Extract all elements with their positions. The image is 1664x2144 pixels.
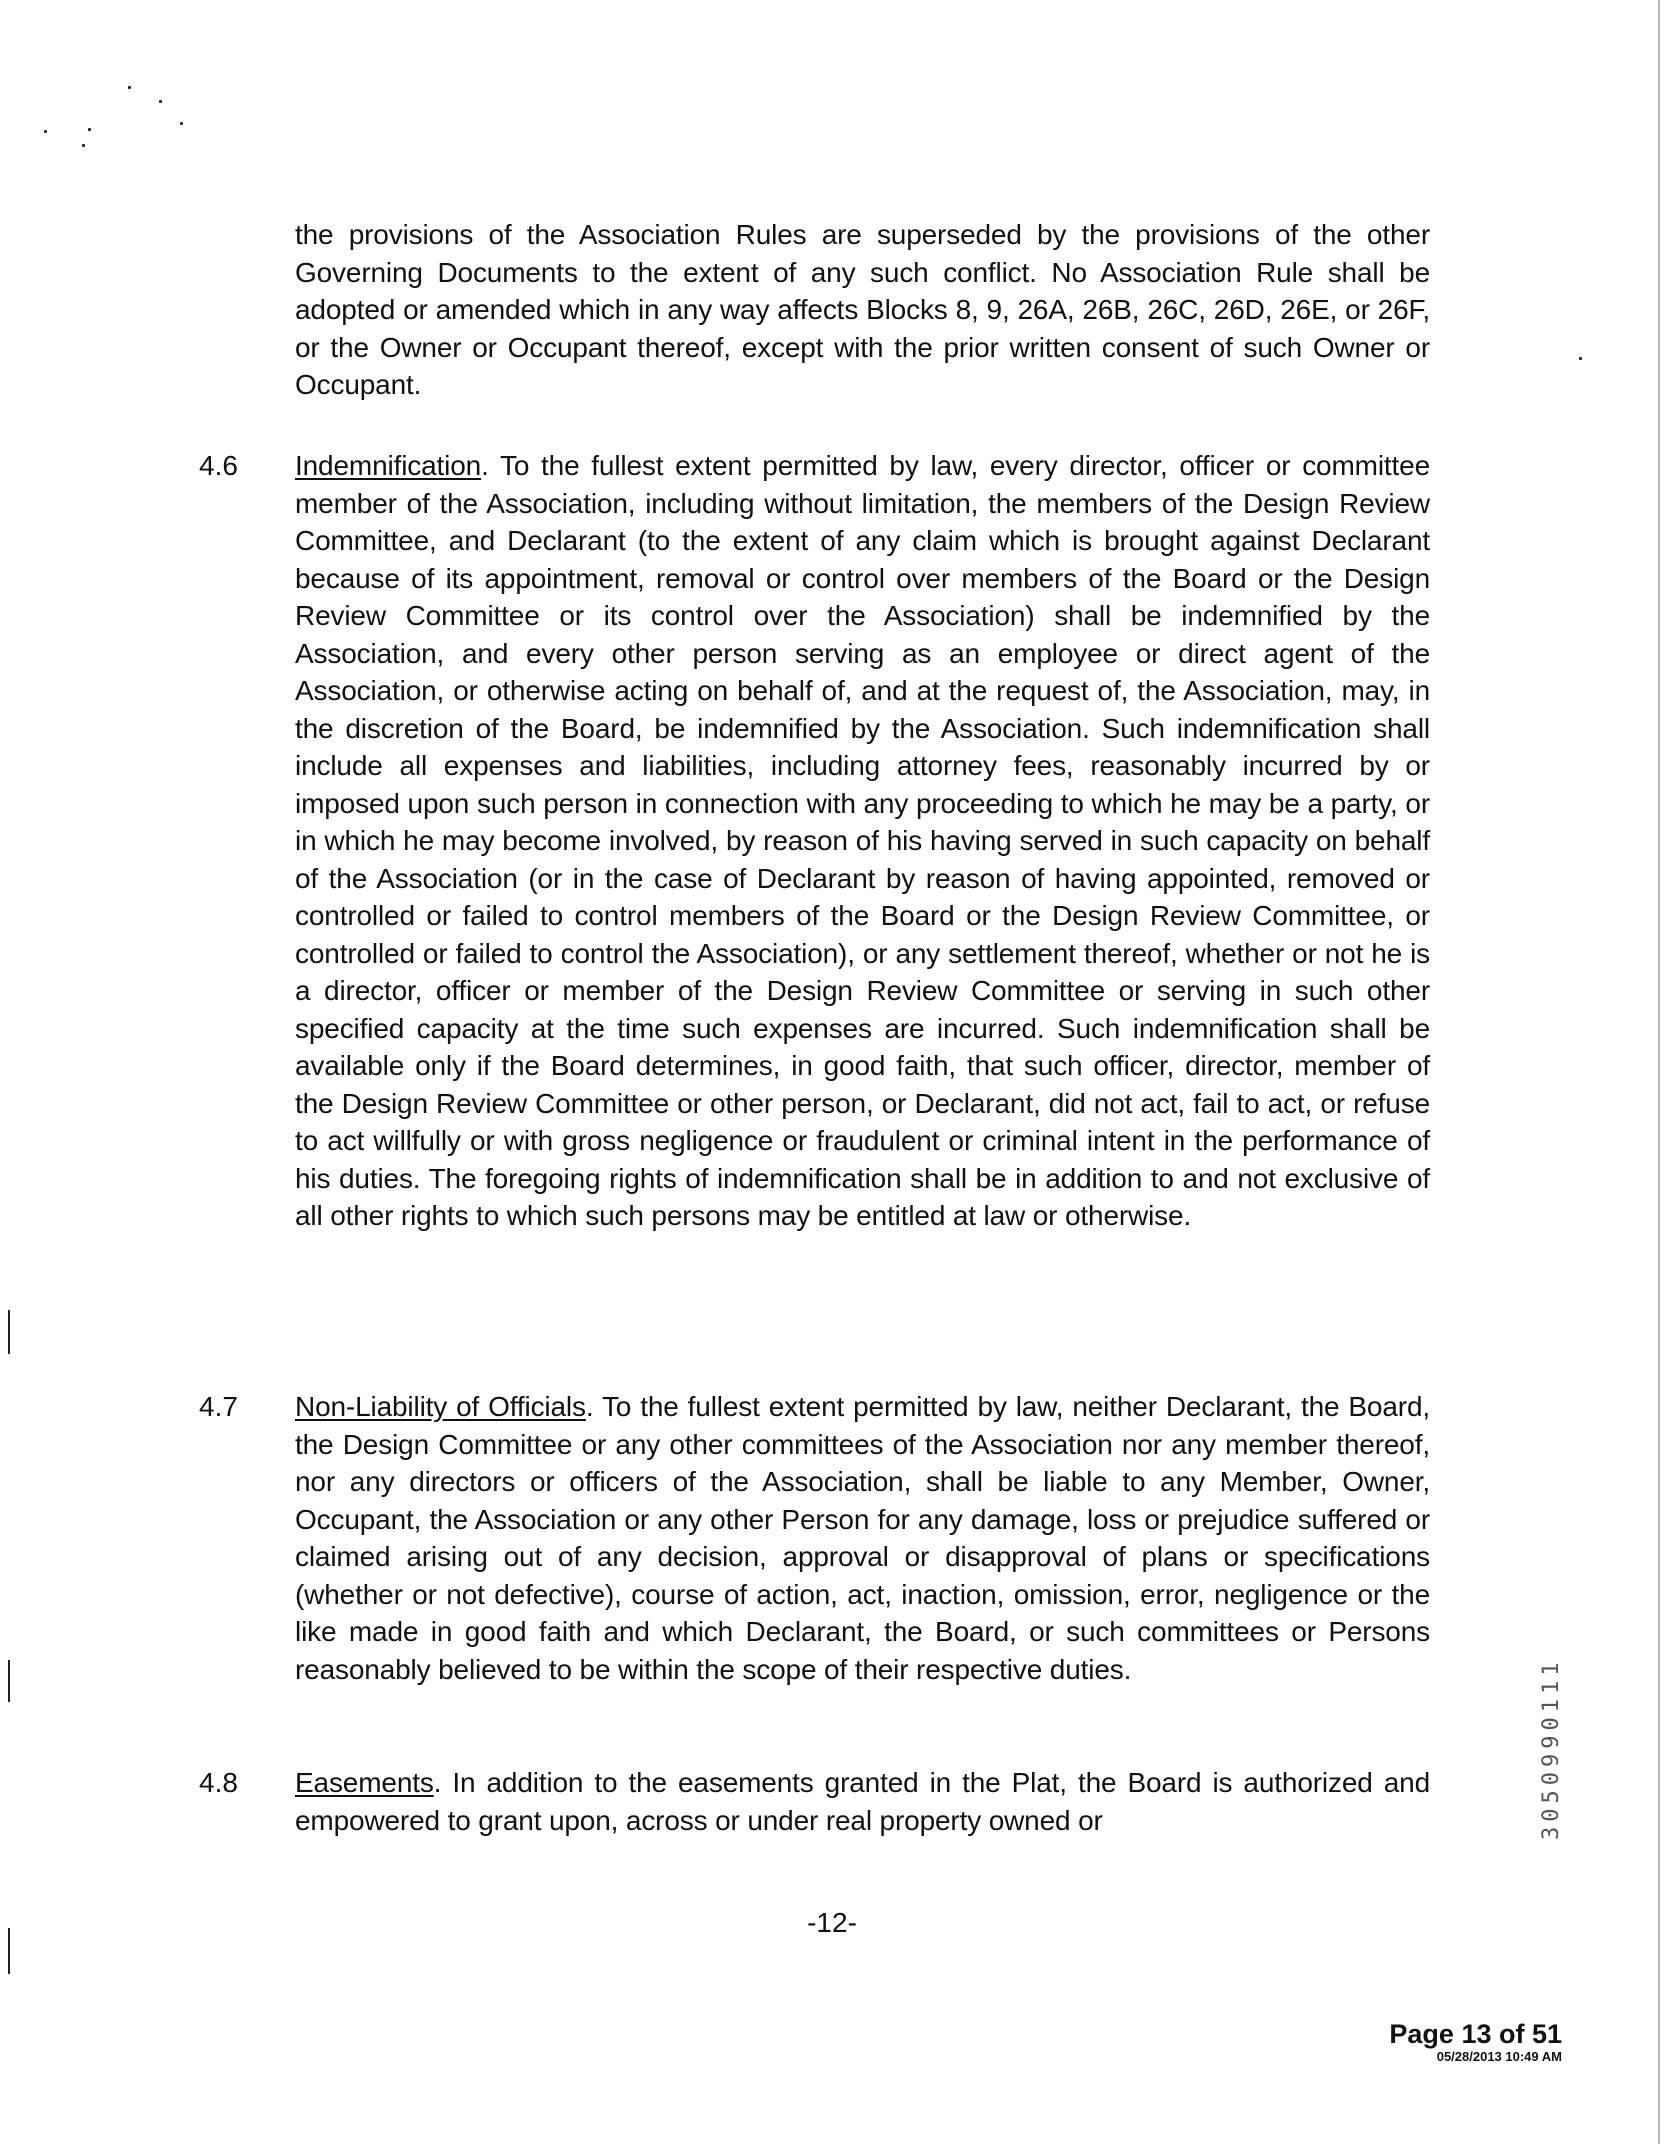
- section-heading: Non-Liability of Officials: [295, 1391, 586, 1422]
- margin-mark: [8, 1310, 10, 1354]
- scan-speck: [82, 144, 85, 147]
- section-body: . To the fullest extent permitted by law, every director, officer or committee member of the Association, including without limitation, the members of the Design Review Committee, and Declarant (to the extent of any claim which is brought against Declarant because of its appointment, removal or control over members of the Board or the Design Review Committee or its control over the Association) shall be indemnified by the Association, and every other person serving as an employee or direct agent of the Association, or otherwise acting on behalf of, and at the request of, the Association, may, in the discretion of the Board, be indemnified by the Association. Such indemnification shall include all expenses and liabilities, including attorney fees, reasonably incurred by or imposed upon such person in connection with any proceeding to which he may be a party, or in which he may become involved, by reason of his having served in such capacity on behalf of the Association (or in the case of Declarant by reason of having appointed, removed or controlled or failed to control members of the Board or the Design Review Committee, or controlled or failed to control the Association), or any settlement thereof, whether or not he is a director, officer or member of the Design Review Committee or serving in such other specified capacity at the time such expenses are incurred. Such indemnification shall be available only if the Board determines, in good faith, that such officer, director, member of the Design Review Committee or other person, or Declarant, did not act, fail to act, or refuse to act willfully or with gross negligence or fraudulent or criminal intent in the performance of his duties. The foregoing rights of indemnification shall be in addition to and not exclusive of all other rights to which such persons may be entitled at law or otherwise.: [295, 450, 1430, 1231]
- scan-speck: [88, 128, 91, 131]
- footer-page-label: Page 13 of 51: [1389, 2019, 1562, 2049]
- scan-speck: [44, 130, 47, 133]
- section-heading: Easements: [295, 1767, 434, 1798]
- footer-timestamp: 05/28/2013 10:49 AM: [1436, 2049, 1562, 2064]
- scan-speck: [1579, 357, 1582, 360]
- section-heading: Indemnification: [295, 450, 482, 481]
- scan-edge-line: [1658, 0, 1660, 2144]
- section-number: 4.8: [199, 1767, 238, 1798]
- section-body: . In addition to the easements granted in the Plat, the Board is authorized and empowered to grant upon, across or under real property owned or: [295, 1767, 1430, 1836]
- opening-paragraph: the provisions of the Association Rules are superseded by the provisions of the other Governing Documents to the extent of any such conflict. No Association Rule shall be adopted or amended which in any way affects Blocks 8, 9, 26A, 26B, 26C, 26D, 26E, or 26F, or the Owner or Occupant thereof, except with the prior written consent of such Owner or Occupant.: [295, 219, 1430, 400]
- section-number: 4.7: [199, 1391, 238, 1422]
- recording-stamp: [1537, 1520, 1567, 1840]
- recording-stamp-text: 3050990111: [1539, 1657, 1564, 1840]
- section-body: . To the fullest extent permitted by law, neither Declarant, the Board, the Design Committee or any other committees of the Association nor any member thereof, nor any directors or officers of the Association, shall be liable to any Member, Owner, Occupant, the Association or any other Person for any damage, loss or prejudice suffered or claimed arising out of any decision, approval or disapproval of plans or specifications (whether or not defective), course of action, act, inaction, omission, error, negligence or the like made in good faith and which Declarant, the Board, or such committees or Persons reasonably believed to be within the scope of their respective duties.: [295, 1391, 1431, 1685]
- margin-mark: [8, 1660, 10, 1702]
- section-easements: [295, 1764, 1430, 1839]
- scan-speck: [159, 100, 162, 103]
- scan-speck: [128, 86, 131, 89]
- footer: [1389, 2019, 1562, 2065]
- section-number: 4.6: [199, 450, 238, 481]
- scan-speck: [180, 122, 183, 125]
- page-number: -12-: [807, 1907, 857, 1938]
- section-indemnification: [295, 447, 1430, 1235]
- section-non-liability: [295, 1388, 1430, 1688]
